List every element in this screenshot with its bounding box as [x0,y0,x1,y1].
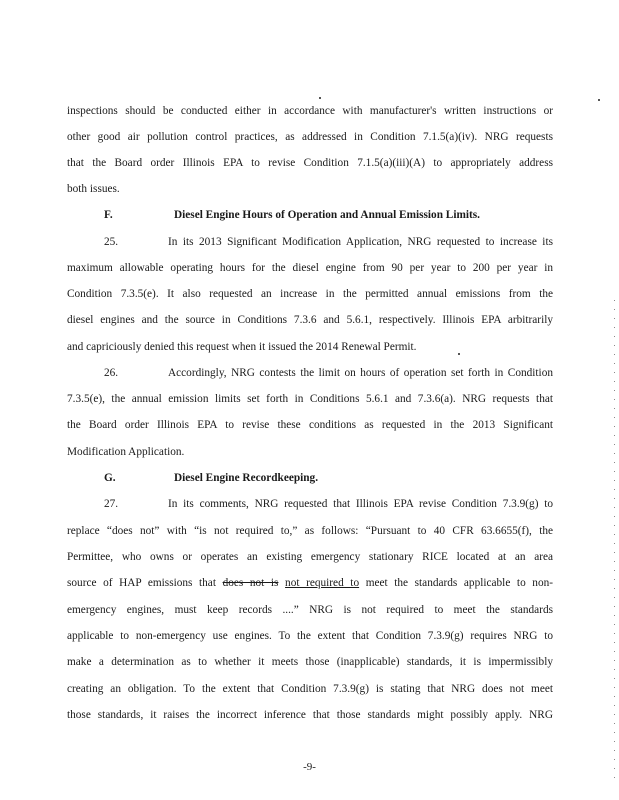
struck-text: does not is [222,577,279,589]
section-heading-g [104,471,553,485]
text-segment: meet the standards applicable to non- [359,577,553,589]
section-title: Diesel Engine Hours of Operation and Annual Emission Limits. [174,209,481,221]
scan-speck [598,99,600,101]
section-letter: F. [104,209,113,221]
section-letter: G. [104,472,116,484]
paragraph-text: In its 2013 Significant Modification Application, NRG requested to increase its [168,236,553,248]
text-line: 7.3.5(e), the annual emission limits set forth in Conditions 5.6.1 and 7.3.6(a). NRG requests that [67,393,553,405]
text-line: Modification Application. [67,446,185,458]
paragraph-number: 27. [104,498,119,510]
scan-edge-artifact [614,300,615,780]
text-line: Permittee, who owns or operates an existing emergency stationary RICE located at an area [67,551,553,563]
text-line: make a determination as to whether it meets those (inapplicable) standards, it is impermissibly [67,656,553,668]
text-line: Condition 7.3.5(e). It also requested an increase in the permitted annual emissions from the [67,288,553,300]
page-number: -9- [303,761,316,773]
text-line: that the Board order Illinois EPA to revise Condition 7.1.5(a)(iii)(A) to appropriately address [67,157,553,169]
paragraph-number: 26. [104,367,119,379]
text-line: applicable to non-emergency use engines. To the extent that Condition 7.3.9(g) requires NRG to [67,630,553,642]
text-line: inspections should be conducted either in accordance with manufacturer's written instructions or [67,105,553,117]
section-heading-f [104,208,553,222]
text-segment: source of HAP emissions that [67,577,223,589]
text-line: and capriciously denied this request when it issued the 2014 Renewal Permit. [67,341,417,353]
text-line: those standards, it raises the incorrect inference that those standards might possibly apply. NRG [67,709,553,721]
scan-speck [319,97,321,99]
paragraph-26-first-line [104,366,553,380]
text-line-with-redline [67,576,553,590]
paragraph-text: Accordingly, NRG contests the limit on hours of operation set forth in Condition [168,367,553,379]
text-line: the Board order Illinois EPA to revise these conditions as requested in the 2013 Significant [67,419,553,431]
text-line: creating an obligation. To the extent that Condition 7.3.9(g) is stating that NRG does not meet [67,683,553,695]
text-line: maximum allowable operating hours for the diesel engine from 90 per year to 200 per year in [67,262,553,274]
text-line: emergency engines, must keep records ....” NRG is not required to meet the standards [67,604,553,616]
paragraph-25-first-line [104,235,553,249]
text-line: diesel engines and the source in Conditions 7.3.6 and 5.6.1, respectively. Illinois EPA arbitrarily [67,314,553,326]
text-line: other good air pollution control practices, as addressed in Condition 7.1.5(a)(iv). NRG requests [67,131,553,143]
paragraph-text: In its comments, NRG requested that Illinois EPA revise Condition 7.3.9(g) to [168,498,553,510]
paragraph-27-first-line [104,497,553,511]
inserted-text: not required to [285,577,360,589]
paragraph-number: 25. [104,236,119,248]
text-line: replace “does not” with “is not required to,” as follows: “Pursuant to 40 CFR 63.6655(f), the [67,525,553,537]
section-title: Diesel Engine Recordkeeping. [174,472,319,484]
text-line: both issues. [67,183,120,195]
